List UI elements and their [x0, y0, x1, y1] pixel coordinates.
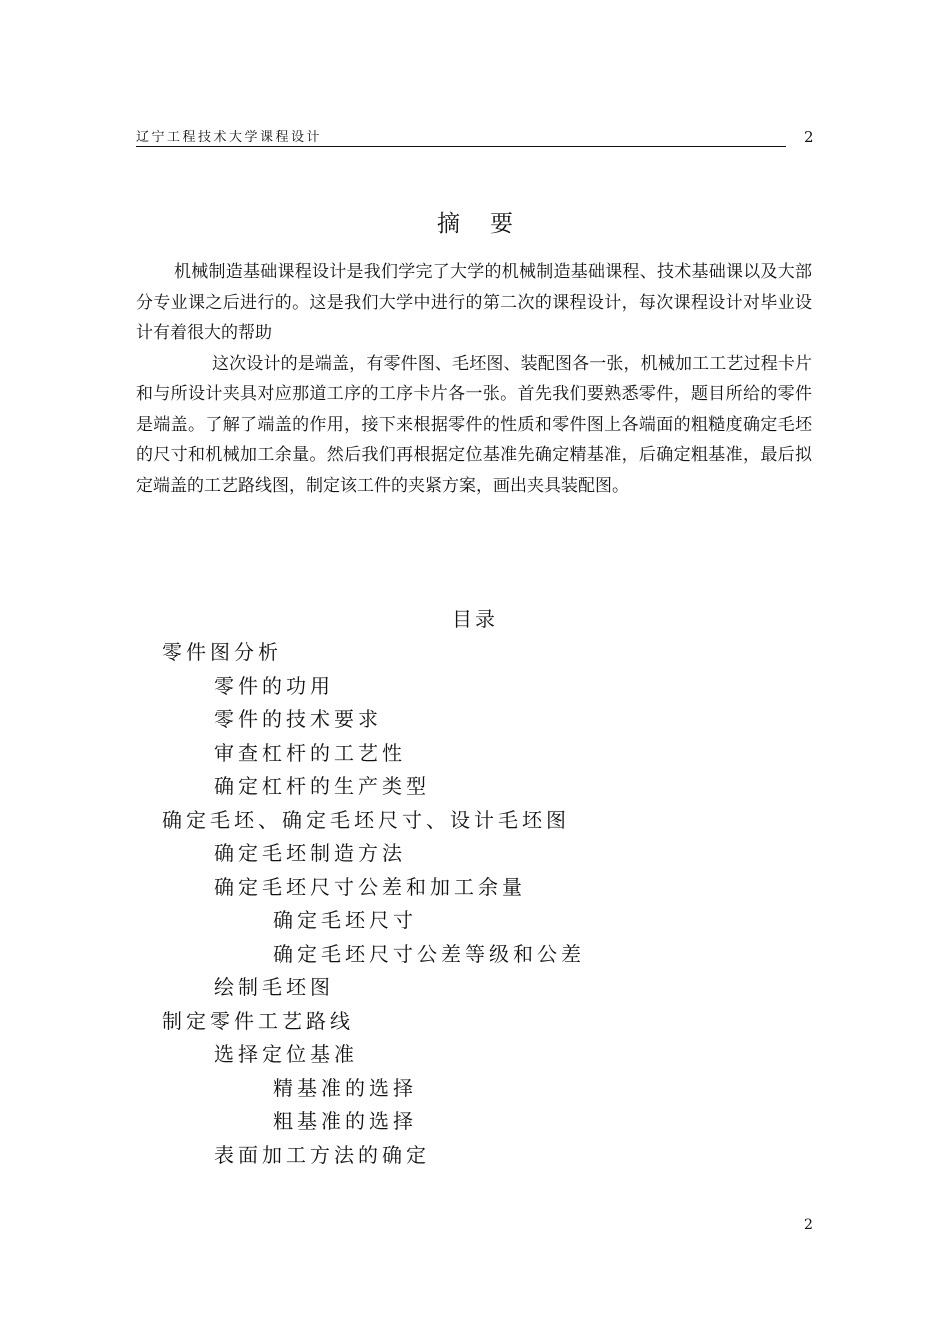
toc-entry[interactable]: 审查杠杆的工艺性 — [214, 740, 406, 765]
header-page-number: 2 — [804, 128, 814, 146]
toc-entry[interactable]: 确定毛坯尺寸公差和加工余量 — [214, 874, 526, 899]
toc-entry[interactable]: 确定毛坯制造方法 — [214, 841, 406, 865]
abstract-paragraph: 这次设计的是端盖，有零件图、毛坯图、装配图各一张，机械加工工艺过程卡片和与所设计夹具对应那道工序的工序卡片各一张。首先我们要熟悉零件，题目所给的零件是端盖。了解了端盖的作用，接下来根据零件的性质和零件图上各端面的粗糙度确定毛坯的尺寸和机械加工余量。然后我们再根据定位基准先确定精基准，后确定粗基准，最后拟定端盖的工艺路线图，制定该工件的夹紧方案，画出夹具装配图。 — [136, 353, 812, 496]
toc-entry[interactable]: 零件的功用 — [214, 673, 334, 698]
toc-entry[interactable]: 粗基准的选择 — [273, 1109, 417, 1133]
toc-entry[interactable]: 精基准的选择 — [273, 1075, 417, 1100]
abstract-heading — [0, 208, 950, 240]
toc-entry[interactable]: 制定零件工艺路线 — [162, 1008, 354, 1033]
abstract-paragraph: 机械制造基础课程设计是我们学完了大学的机械制造基础课程、技术基础课以及大部分专业课之后进行的。这是我们大学中进行的第二次的课程设计，每次课程设计对毕业设计有着很大的帮助 — [136, 262, 812, 343]
footer-page-number: 2 — [804, 1217, 813, 1233]
abstract-body — [136, 257, 812, 501]
toc-entry[interactable]: 零件图分析 — [162, 640, 282, 664]
abstract-heading-part1: 摘 — [437, 211, 460, 237]
toc-entry[interactable]: 确定杠杆的生产类型 — [214, 774, 430, 798]
abstract-heading-part2: 要 — [490, 211, 513, 237]
toc-entry[interactable]: 绘制毛坯图 — [214, 975, 334, 999]
toc-entry[interactable]: 确定毛坯尺寸公差等级和公差 — [273, 941, 585, 966]
toc-entry[interactable]: 确定毛坯、确定毛坯尺寸、设计毛坯图 — [162, 807, 570, 832]
toc-entry[interactable]: 零件的技术要求 — [214, 707, 382, 731]
toc-entry[interactable]: 表面加工方法的确定 — [214, 1142, 430, 1167]
toc-entry[interactable]: 选择定位基准 — [214, 1042, 358, 1066]
toc-heading: 目录 — [452, 607, 498, 631]
running-header-title: 辽宁工程技术大学课程设计 — [136, 130, 786, 147]
toc-entry[interactable]: 确定毛坯尺寸 — [273, 908, 417, 932]
